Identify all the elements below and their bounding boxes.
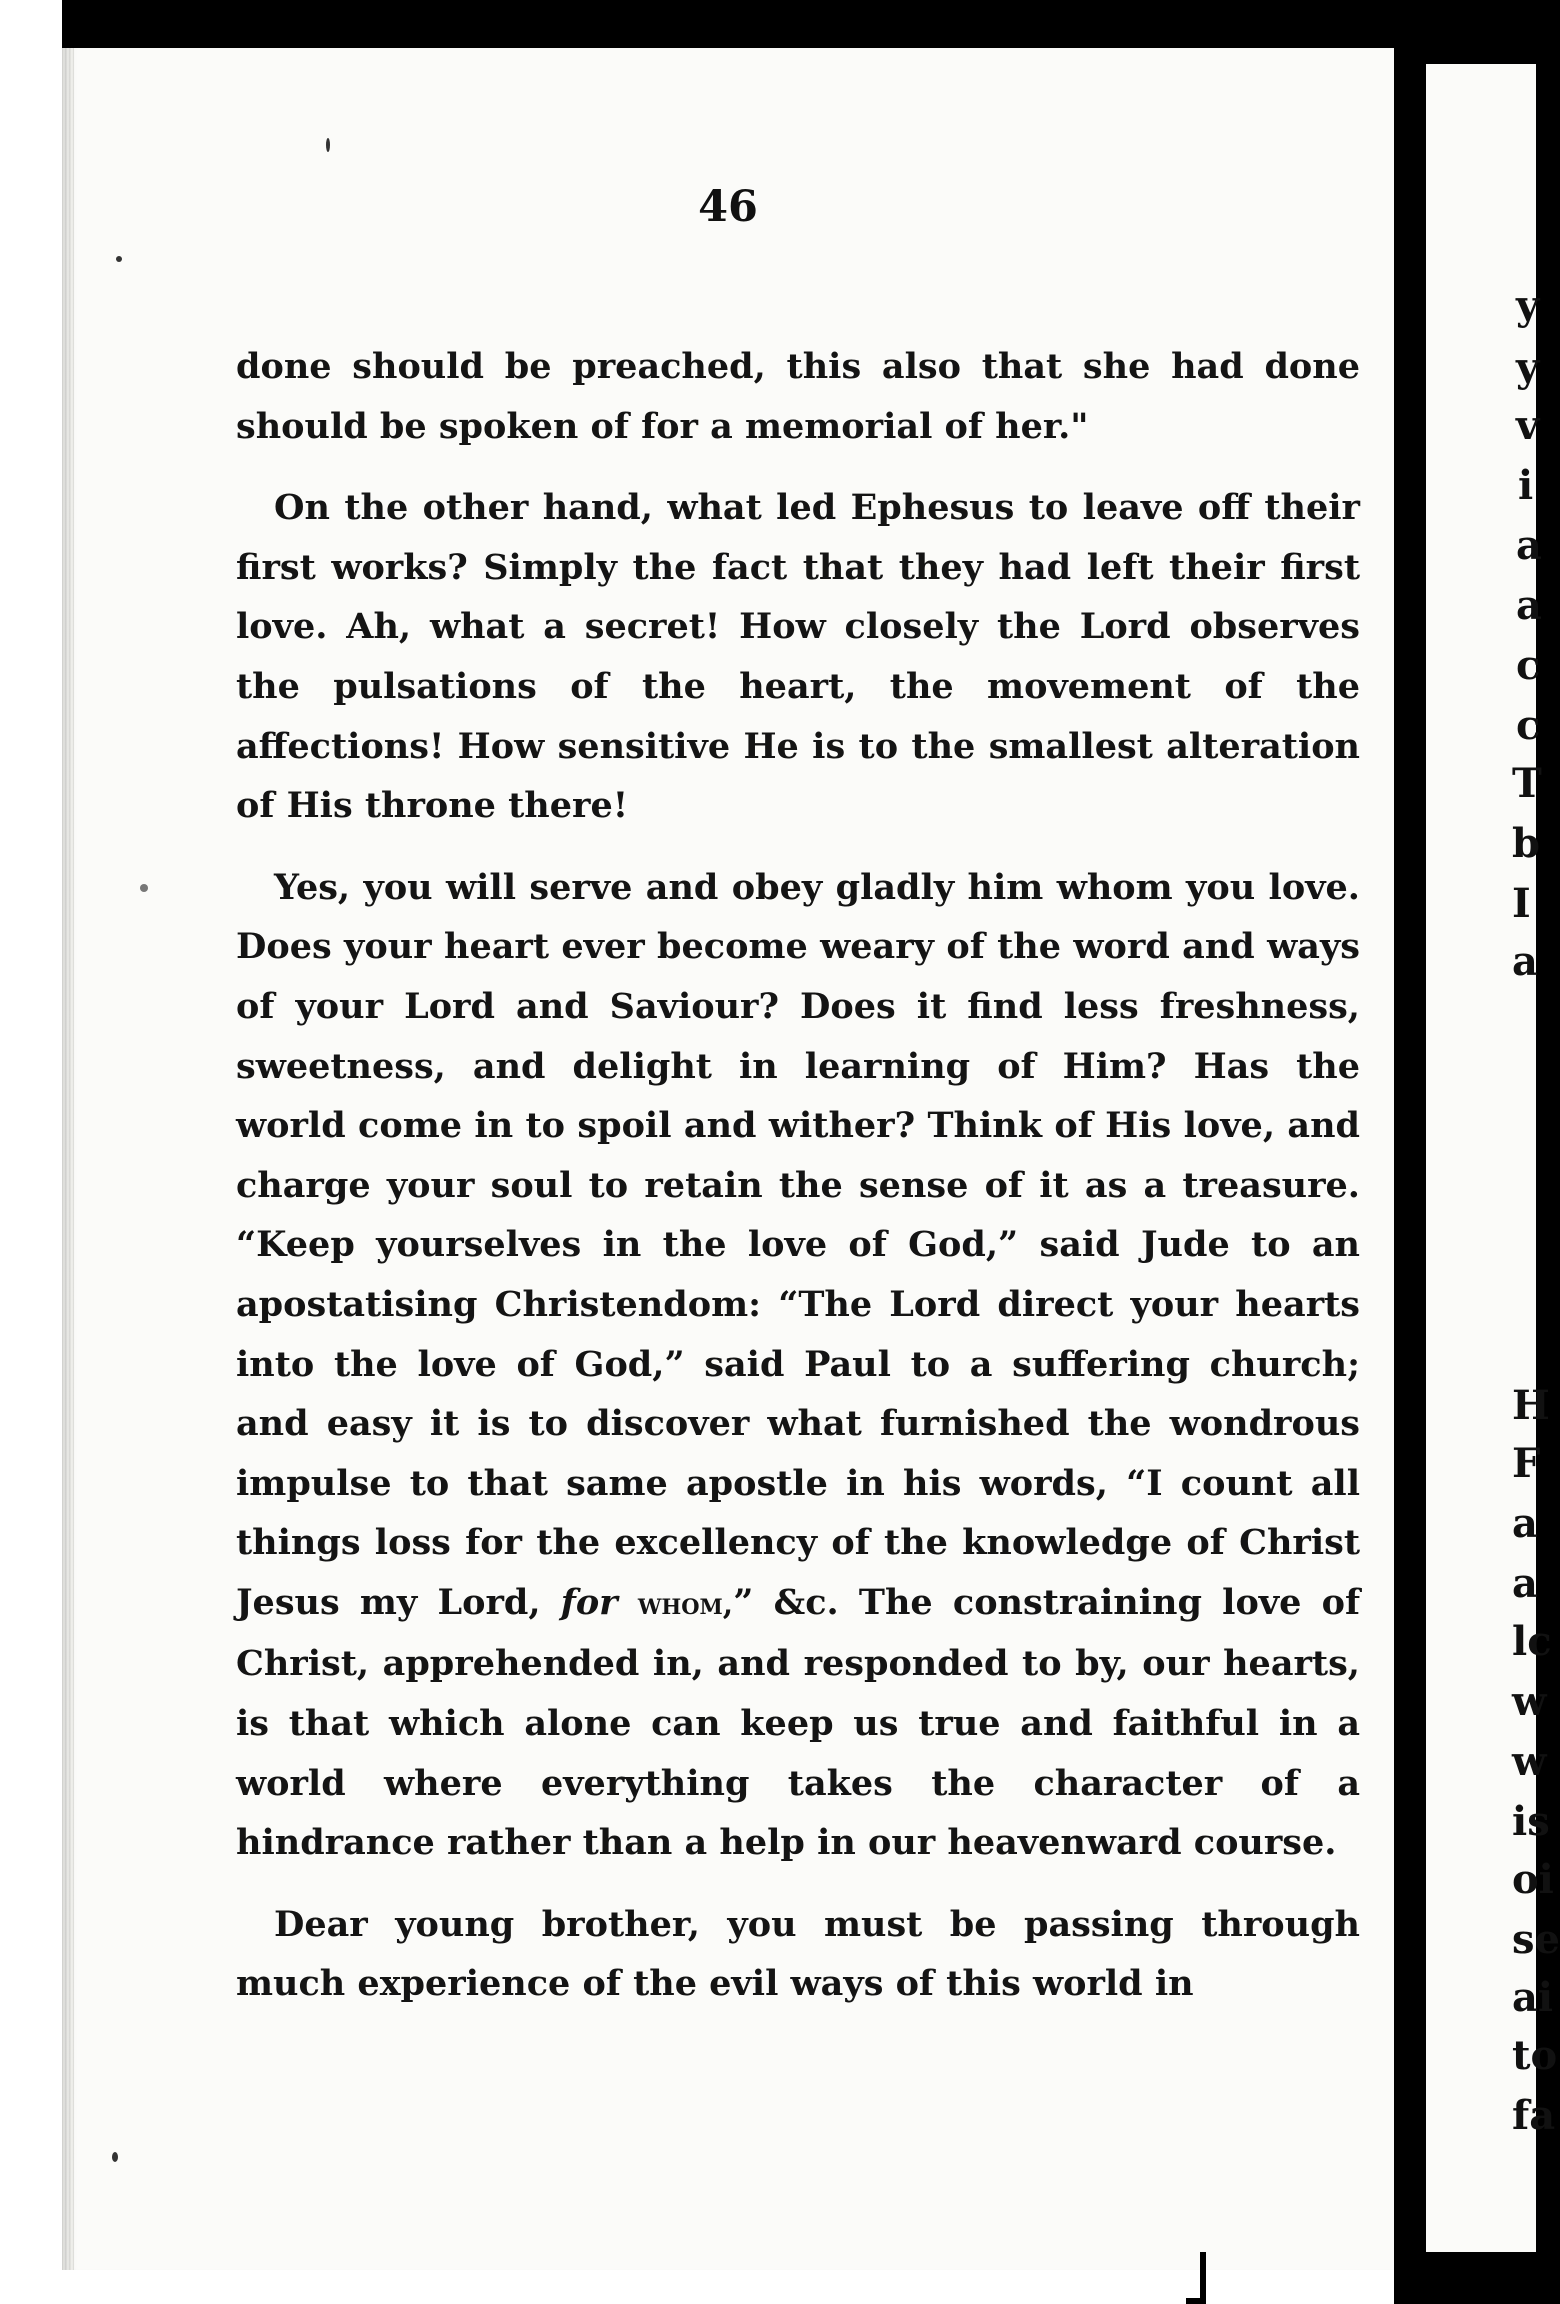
facing-fragment: F	[1512, 1440, 1541, 1487]
paragraph-3	[236, 858, 1360, 1873]
paragraph-3-text-a: Yes, you will serve and obey gladly him whom you love. Does your heart ever become weary of the word and ways of your Lord and Saviour? Does it find less freshness, sweetness, and delight in learning of Him? Has the world come in to spoil and wither? Think of His love, and charge your soul to retain the sense of it as a treasure. “Keep yourselves in the love of God,” said Jude to an apostatising Christendom: “The Lord direct your hearts into the love of God,” said Paul to a suffering church; and easy it is to discover what furnished the wondrous impulse to that same apostle in his words, “I count all things loss for the excellency of the knowledge of Christ Jesus my Lord,	[236, 866, 1360, 1623]
facing-page-edge	[1426, 64, 1560, 2252]
facing-fragment: a	[1512, 938, 1538, 985]
page-number: 46	[698, 182, 758, 232]
facing-fragment: y	[1516, 282, 1540, 329]
ink-speck	[326, 138, 330, 152]
book-page	[62, 48, 1394, 2270]
scan-margin-left	[0, 0, 62, 2304]
facing-fragment: c	[1516, 642, 1541, 689]
facing-fragment: w	[1512, 1678, 1547, 1725]
facing-fragment: I	[1512, 880, 1531, 927]
ink-speck	[140, 884, 148, 892]
paragraph-2	[236, 478, 1360, 836]
facing-fragment: T	[1512, 760, 1542, 807]
facing-fragment: to	[1512, 2032, 1558, 2079]
facing-fragment: a	[1516, 582, 1542, 629]
facing-fragment: se	[1512, 1916, 1560, 1963]
facing-fragment: b	[1512, 820, 1540, 867]
ink-speck	[112, 2152, 118, 2162]
facing-fragment: fa	[1512, 2092, 1556, 2139]
italic-word: for	[560, 1581, 618, 1623]
paragraph-3-text-b: ” &c. The constraining love of Christ, apprehended in, and responded to by, our hearts, is that which alone can keep us true and faithful in a world where everything takes the character of a hindrance rather than a help in our heavenward course.	[236, 1581, 1361, 1864]
ink-speck	[116, 256, 122, 262]
facing-fragment: w	[1512, 1738, 1547, 1785]
facing-fragment: H	[1512, 1382, 1550, 1429]
page-body	[236, 337, 1360, 2014]
facing-fragment: oi	[1512, 1856, 1554, 1903]
facing-fragment: c	[1516, 702, 1541, 749]
facing-fragment: a	[1512, 1560, 1538, 1607]
small-caps-word: whom,	[637, 1586, 734, 1622]
facing-fragment: a	[1516, 522, 1542, 569]
facing-fragment: i	[1518, 462, 1534, 509]
paragraph-4	[236, 1895, 1360, 2014]
facing-fragment: ai	[1512, 1974, 1554, 2021]
facing-fragment: is	[1512, 1798, 1550, 1845]
facing-fragment: a	[1512, 1500, 1538, 1547]
page-gutter-edge	[62, 48, 74, 2270]
paragraph-2-text: On the other hand, what led Ephesus to leave off their first works? Simply the fact that they had left their first love. Ah, what a secret! How closely the Lord observes the pulsations of the heart, the movement of the affections! How sensitive He is to the smallest alteration of His throne there!	[236, 487, 1360, 827]
paragraph-4-text: Dear young brother, you must be passing through much experience of the evil ways of this world in	[236, 1903, 1360, 2005]
facing-fragment: y	[1516, 344, 1540, 391]
paragraph-1: done should be preached, this also that she had done should be spoken of for a memorial of her."	[236, 346, 1360, 447]
facing-fragment: lc	[1512, 1618, 1552, 1665]
page-corner-mark	[1186, 2252, 1206, 2304]
facing-fragment: v	[1516, 402, 1540, 449]
